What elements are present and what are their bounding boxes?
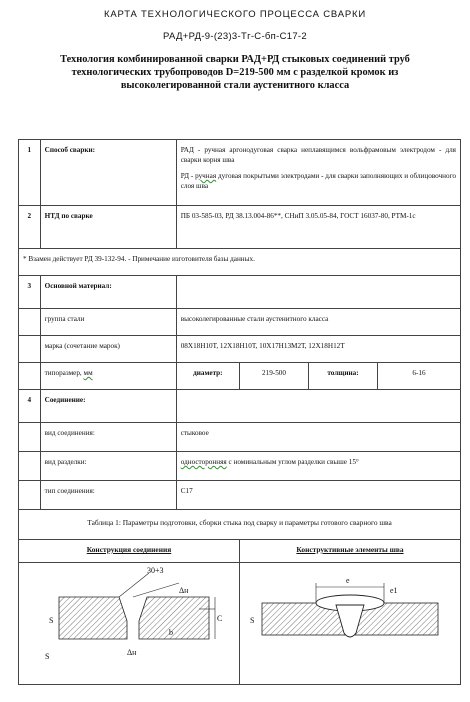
thickness-label: толщина: [309, 363, 378, 390]
card-code: РАД+РД-9-(23)3-Тг-С-бп-С17-2 [163, 31, 307, 42]
steel-grade-label: марка (сочетание марок) [40, 336, 176, 363]
joint-type-value: С17 [176, 481, 460, 510]
row-label: НТД по сварке [40, 206, 176, 249]
delta-label: Δн [179, 586, 189, 595]
row-label: Соединение: [40, 390, 176, 423]
s-label: S [49, 616, 54, 625]
s-elem-label: S [250, 616, 255, 625]
col-header-construction: Конструкция соединения [19, 540, 240, 563]
e1-label: e1 [390, 586, 398, 595]
card-title: КАРТА ТЕХНОЛОГИЧЕСКОГО ПРОЦЕССА СВАРКИ [104, 9, 366, 20]
col-header-elements: Конструктивные элементы шва [240, 540, 461, 563]
elements-drawing-cell [240, 563, 461, 685]
row-number: 2 [19, 206, 41, 249]
welding-method-cell [176, 140, 460, 206]
weld-elements-drawing [240, 563, 460, 681]
joint-drawing-cell [19, 563, 240, 685]
table-row [19, 452, 461, 481]
size-label: типоразмер, мм [40, 363, 176, 390]
joint-kind-label: вид соединения: [40, 423, 176, 452]
table-row [19, 336, 461, 363]
joint-kind-value: стыковое [176, 423, 460, 452]
thickness-value: 6-16 [378, 363, 461, 390]
process-table [18, 139, 461, 685]
left-plate [59, 597, 127, 639]
note-text: * Взамен действует РД 39-132-94. - Примечание изготовителя базы данных. [19, 249, 461, 276]
table-row [19, 276, 461, 309]
method-rad: РАД - ручная аргонодуговая сварка неплавящимся вольфрамовым электродом - для сварки корня шва [180, 146, 456, 164]
e-label: e [346, 576, 350, 585]
joint-type-label: тип соединения: [40, 481, 176, 510]
ntd-value: ПБ 03-585-03, РД 38.13.004-86**, СНиП 3.05.05-84, ГОСТ 16037-80, РТМ-1с [176, 206, 460, 249]
method-rd: РД - ручная дуговая покрытыми электродами - для сварки заполняющих и облицовочного слоя шва [180, 172, 456, 190]
table-row [19, 206, 461, 249]
table-row [19, 510, 461, 540]
document-title: Технология комбинированной сварки РАД+РД стыковых соединений труб технологических трубопроводов D=219-500 мм с разделкой кромок из высоколегированной стали аустенитного класса [60, 54, 410, 91]
table-row [19, 140, 461, 206]
steel-group-label: группа стали [40, 309, 176, 336]
table-row [19, 363, 461, 390]
table-row [19, 390, 461, 423]
angle-label: 30+3 [147, 566, 164, 575]
row-number: 1 [19, 140, 41, 206]
groove-value: односторонняя с номинальным углом разделки свыше 15° [176, 452, 460, 481]
row-label: Способ сварки: [40, 140, 176, 206]
table-row [19, 423, 461, 452]
table-row [19, 563, 461, 685]
b-label: Δн [127, 648, 137, 657]
table-row [19, 249, 461, 276]
row-label: Основной материал: [40, 276, 176, 309]
diameter-label: диаметр: [176, 363, 239, 390]
table1-caption: Таблица 1: Параметры подготовки, сборки стыка под сварку и параметры готового сварного шва [19, 510, 461, 540]
c-label: b [169, 628, 173, 637]
table-row [19, 540, 461, 563]
right-plate [139, 597, 209, 639]
table-row [19, 309, 461, 336]
steel-grade-value: 08Х18Н10Т, 12Х18Н10Т, 10Х17Н13М2Т, 12Х18Н12Т [176, 336, 460, 363]
s1-label: C [217, 614, 223, 623]
joint-construction-drawing [19, 563, 239, 681]
row-number: 4 [19, 390, 41, 423]
delta-bottom-label: S [45, 652, 50, 661]
steel-group-value: высоколегированные стали аустенитного класса [176, 309, 460, 336]
diameter-value: 219-500 [240, 363, 309, 390]
groove-label: вид разделки: [40, 452, 176, 481]
row-number: 3 [19, 276, 41, 309]
table-row [19, 481, 461, 510]
